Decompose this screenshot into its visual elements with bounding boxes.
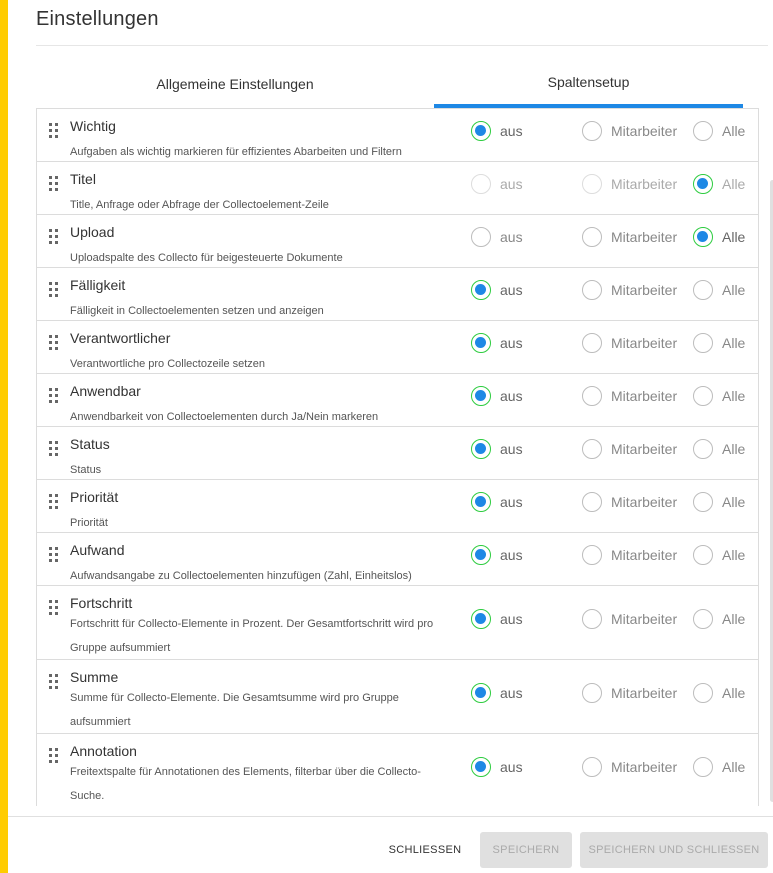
tab-general-settings[interactable]: Allgemeine Einstellungen: [156, 76, 314, 92]
radio-unchecked-icon[interactable]: [582, 227, 602, 247]
radio-unchecked-icon[interactable]: [582, 333, 602, 353]
radio-option-label: aus: [500, 759, 523, 775]
radio-option-label: Alle: [722, 611, 746, 627]
column-row: [37, 268, 758, 321]
radio-option-label: Mitarbeiter: [611, 494, 678, 510]
radio-checked-icon[interactable]: [693, 227, 713, 247]
save-and-close-button[interactable]: SPEICHERN UND SCHLIESSEN: [580, 832, 768, 868]
tab-bar: [36, 60, 743, 108]
column-row-title: Summe: [70, 669, 119, 685]
radio-option-off[interactable]: [471, 492, 523, 512]
radio-option-label: Alle: [722, 282, 746, 298]
radio-option-staff[interactable]: [582, 439, 677, 459]
column-row: [37, 374, 758, 427]
radio-option-all[interactable]: [693, 386, 745, 406]
radio-option-label: aus: [500, 282, 523, 298]
drag-handle-icon[interactable]: [49, 388, 59, 404]
radio-option-label: Mitarbeiter: [611, 123, 678, 139]
radio-option-all[interactable]: [693, 439, 745, 459]
radio-option-off[interactable]: [471, 174, 523, 194]
column-row-title: Fälligkeit: [70, 277, 126, 293]
radio-option-staff[interactable]: [582, 683, 677, 703]
radio-option-staff[interactable]: [582, 174, 677, 194]
radio-unchecked-icon[interactable]: [582, 757, 602, 777]
radio-option-all[interactable]: [693, 333, 745, 353]
radio-option-label: Mitarbeiter: [611, 759, 678, 775]
radio-option-staff[interactable]: [582, 333, 677, 353]
radio-unchecked-icon[interactable]: [471, 174, 491, 194]
radio-option-staff[interactable]: [582, 280, 677, 300]
column-row-title: Annotation: [70, 743, 137, 759]
radio-option-all[interactable]: [693, 280, 745, 300]
column-row: [37, 734, 758, 806]
radio-option-label: Mitarbeiter: [611, 685, 678, 701]
radio-unchecked-icon[interactable]: [693, 386, 713, 406]
radio-checked-icon[interactable]: [471, 545, 491, 565]
radio-option-label: aus: [500, 685, 523, 701]
radio-unchecked-icon[interactable]: [693, 439, 713, 459]
radio-option-label: Alle: [722, 441, 746, 457]
drag-handle-icon[interactable]: [49, 229, 59, 245]
close-button[interactable]: SCHLIESSEN: [388, 844, 462, 856]
radio-option-all[interactable]: [693, 174, 745, 194]
column-row-title: Titel: [70, 171, 96, 187]
column-row: [37, 162, 758, 215]
column-list: [36, 108, 759, 806]
radio-option-off[interactable]: [471, 757, 523, 777]
radio-option-label: Alle: [722, 123, 746, 139]
radio-option-staff[interactable]: [582, 386, 677, 406]
radio-option-label: Mitarbeiter: [611, 611, 678, 627]
drag-handle-icon[interactable]: [49, 123, 59, 139]
radio-option-label: aus: [500, 611, 523, 627]
radio-option-all[interactable]: [693, 683, 745, 703]
radio-checked-icon[interactable]: [471, 757, 491, 777]
radio-option-all[interactable]: [693, 492, 745, 512]
drag-handle-icon[interactable]: [49, 441, 59, 457]
accent-bar: [0, 0, 8, 873]
radio-option-label: aus: [500, 335, 523, 351]
radio-unchecked-icon[interactable]: [582, 174, 602, 194]
radio-checked-icon[interactable]: [471, 439, 491, 459]
column-row: [37, 533, 758, 586]
radio-option-off[interactable]: [471, 439, 523, 459]
radio-unchecked-icon[interactable]: [693, 545, 713, 565]
radio-option-label: Alle: [722, 759, 746, 775]
column-row-title: Priorität: [70, 489, 119, 505]
radio-unchecked-icon[interactable]: [582, 683, 602, 703]
drag-handle-icon[interactable]: [49, 176, 59, 192]
radio-option-staff[interactable]: [582, 545, 677, 565]
radio-unchecked-icon[interactable]: [582, 121, 602, 141]
radio-option-staff[interactable]: [582, 757, 677, 777]
column-row-description: Title, Anfrage oder Abfrage der Collectoelement-Zeile: [70, 199, 329, 211]
radio-unchecked-icon[interactable]: [693, 280, 713, 300]
radio-option-label: Mitarbeiter: [611, 229, 678, 245]
radio-checked-icon[interactable]: [471, 121, 491, 141]
radio-option-off[interactable]: [471, 121, 523, 141]
column-row-title: Fortschritt: [70, 595, 133, 611]
radio-option-all[interactable]: [693, 757, 745, 777]
radio-option-off[interactable]: [471, 333, 523, 353]
column-row-description: Priorität: [70, 517, 108, 529]
column-row: [37, 321, 758, 374]
radio-option-label: Mitarbeiter: [611, 176, 678, 192]
radio-checked-icon[interactable]: [471, 333, 491, 353]
drag-handle-icon[interactable]: [49, 547, 59, 563]
radio-option-off[interactable]: [471, 227, 523, 247]
column-row-description: Fortschritt für Collecto-Elemente in Prozent. Der Gesamtfortschritt wird pro Gruppe aufsummiert: [70, 618, 434, 654]
drag-handle-icon[interactable]: [49, 748, 59, 764]
radio-option-label: aus: [500, 441, 523, 457]
radio-checked-icon[interactable]: [471, 609, 491, 629]
radio-option-label: Mitarbeiter: [611, 335, 678, 351]
radio-option-label: Alle: [722, 388, 746, 404]
radio-checked-icon[interactable]: [471, 492, 491, 512]
column-row-description: Uploadspalte des Collecto für beigesteuerte Dokumente: [70, 252, 343, 264]
radio-option-all[interactable]: [693, 609, 745, 629]
radio-option-staff[interactable]: [582, 609, 677, 629]
radio-option-off[interactable]: [471, 683, 523, 703]
radio-option-label: Alle: [722, 335, 746, 351]
radio-unchecked-icon[interactable]: [693, 121, 713, 141]
column-row-description: Fälligkeit in Collectoelementen setzen und anzeigen: [70, 305, 324, 317]
column-row: [37, 586, 758, 660]
radio-option-label: Alle: [722, 229, 746, 245]
radio-option-label: Alle: [722, 685, 746, 701]
radio-option-label: Alle: [722, 547, 746, 563]
drag-handle-icon[interactable]: [49, 600, 59, 616]
radio-unchecked-icon[interactable]: [582, 439, 602, 459]
radio-option-off[interactable]: [471, 386, 523, 406]
column-row-title: Verantwortlicher: [70, 330, 171, 346]
radio-unchecked-icon[interactable]: [693, 757, 713, 777]
radio-option-all[interactable]: [693, 121, 745, 141]
column-row-title: Upload: [70, 224, 115, 240]
column-row-description: Freitextspalte für Annotationen des Elements, filterbar über die Collecto-Suche.: [70, 766, 421, 802]
radio-option-staff[interactable]: [582, 227, 677, 247]
column-row-title: Wichtig: [70, 118, 116, 134]
radio-option-label: Mitarbeiter: [611, 547, 678, 563]
radio-option-off[interactable]: [471, 609, 523, 629]
radio-option-label: Mitarbeiter: [611, 388, 678, 404]
column-row: [37, 660, 758, 734]
save-button[interactable]: SPEICHERN: [480, 832, 572, 868]
radio-unchecked-icon[interactable]: [582, 609, 602, 629]
title-divider: [36, 45, 768, 46]
radio-unchecked-icon[interactable]: [693, 609, 713, 629]
column-row-title: Status: [70, 436, 110, 452]
tab-column-setup[interactable]: Spaltensetup: [547, 74, 630, 90]
column-row-description: Status: [70, 464, 102, 476]
radio-unchecked-icon[interactable]: [582, 280, 602, 300]
drag-handle-icon[interactable]: [49, 335, 59, 351]
radio-unchecked-icon[interactable]: [582, 386, 602, 406]
radio-option-label: aus: [500, 176, 523, 192]
column-row-description: Aufwandsangabe zu Collectoelementen hinzufügen (Zahl, Einheitslos): [70, 570, 412, 582]
drag-handle-icon[interactable]: [49, 494, 59, 510]
radio-option-off[interactable]: [471, 280, 523, 300]
radio-checked-icon[interactable]: [471, 280, 491, 300]
radio-checked-icon[interactable]: [693, 174, 713, 194]
radio-unchecked-icon[interactable]: [693, 333, 713, 353]
radio-option-all[interactable]: [693, 227, 745, 247]
radio-option-label: Mitarbeiter: [611, 282, 678, 298]
column-row: [37, 109, 758, 162]
radio-unchecked-icon[interactable]: [471, 227, 491, 247]
radio-option-staff[interactable]: [582, 492, 677, 512]
column-row-description: Verantwortliche pro Collectozeile setzen: [70, 358, 266, 370]
radio-checked-icon[interactable]: [471, 386, 491, 406]
column-list-viewport: [36, 108, 768, 806]
radio-unchecked-icon[interactable]: [693, 683, 713, 703]
drag-handle-icon[interactable]: [49, 282, 59, 298]
radio-option-off[interactable]: [471, 545, 523, 565]
radio-option-label: aus: [500, 494, 523, 510]
dialog-title: Einstellungen: [36, 8, 159, 30]
column-row: [37, 215, 758, 268]
column-row-title: Anwendbar: [70, 383, 141, 399]
radio-option-all[interactable]: [693, 545, 745, 565]
radio-unchecked-icon[interactable]: [693, 492, 713, 512]
radio-option-label: Alle: [722, 176, 746, 192]
radio-checked-icon[interactable]: [471, 683, 491, 703]
radio-option-label: Mitarbeiter: [611, 441, 678, 457]
footer-divider: [8, 816, 773, 817]
radio-unchecked-icon[interactable]: [582, 492, 602, 512]
radio-option-staff[interactable]: [582, 121, 677, 141]
radio-option-label: aus: [500, 123, 523, 139]
column-row: [37, 427, 758, 480]
column-row-description: Aufgaben als wichtig markieren für effizientes Abarbeiten und Filtern: [70, 146, 402, 158]
radio-option-label: Alle: [722, 494, 746, 510]
column-row: [37, 480, 758, 533]
settings-dialog: [8, 0, 773, 873]
radio-unchecked-icon[interactable]: [582, 545, 602, 565]
column-row-title: Aufwand: [70, 542, 125, 558]
drag-handle-icon[interactable]: [49, 674, 59, 690]
radio-option-label: aus: [500, 388, 523, 404]
radio-option-label: aus: [500, 547, 523, 563]
radio-option-label: aus: [500, 229, 523, 245]
column-row-description: Anwendbarkeit von Collectoelementen durch Ja/Nein markeren: [70, 411, 379, 423]
column-row-description: Summe für Collecto-Elemente. Die Gesamtsumme wird pro Gruppe aufsummiert: [70, 692, 399, 728]
